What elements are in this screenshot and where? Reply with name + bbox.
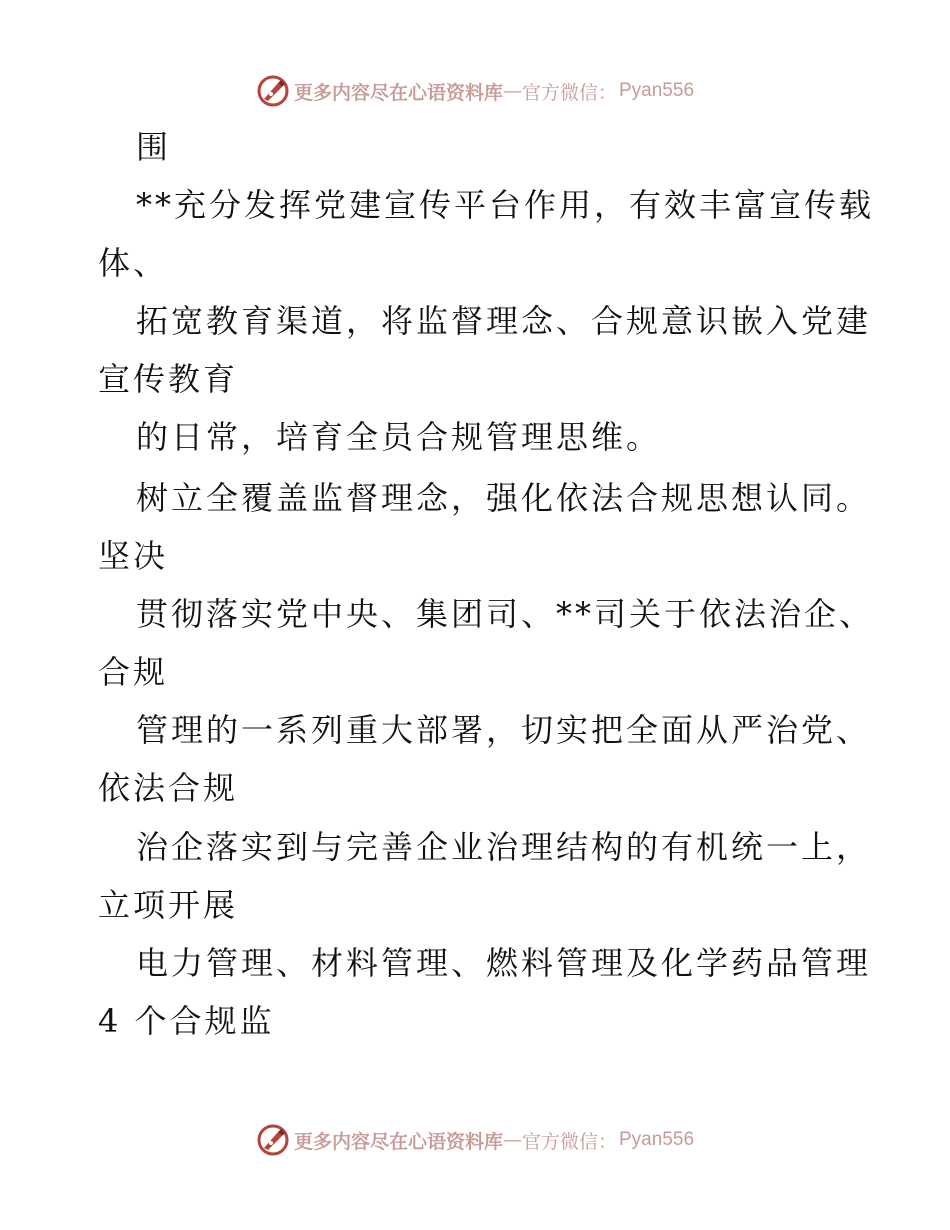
body-line: 坚决 bbox=[98, 537, 169, 575]
watermark-wechat-id: Pyan556 bbox=[619, 80, 695, 101]
body-line: 管理的一系列重大部署，切实把全面从严治党、 bbox=[136, 711, 872, 749]
body-line: 围 bbox=[136, 128, 172, 166]
body-line: 4 个合规监 bbox=[98, 1002, 275, 1040]
body-line: 的日常，培育全员合规管理思维。 bbox=[136, 418, 662, 456]
footer-watermark bbox=[0, 1120, 950, 1160]
watermark-site-text: 更多内容尽在心语资料库 bbox=[293, 81, 503, 104]
body-line: 依法合规 bbox=[98, 769, 239, 807]
watermark-wechat-id: Pyan556 bbox=[619, 1129, 695, 1150]
watermark-dash: — bbox=[502, 80, 522, 102]
body-line: 树立全覆盖监督理念，强化依法合规思想认同。 bbox=[136, 479, 872, 517]
watermark-wechat-label: 官方微信： bbox=[521, 1130, 617, 1153]
watermark-site-text: 更多内容尽在心语资料库 bbox=[293, 1130, 503, 1153]
watermark-wechat-label: 官方微信： bbox=[521, 81, 617, 104]
body-line: **充分发挥党建宣传平台作用，有效丰富宣传载 bbox=[136, 186, 875, 224]
body-line: 立项开展 bbox=[98, 886, 239, 924]
body-line: 贯彻落实党中央、集团司、**司关于依法治企、 bbox=[136, 595, 875, 633]
body-line: 电力管理、材料管理、燃料管理及化学药品管理 bbox=[136, 944, 872, 982]
body-line: 拓宽教育渠道，将监督理念、合规意识嵌入党建 bbox=[136, 302, 872, 340]
pen-nib-logo-icon bbox=[256, 1123, 290, 1157]
watermark-dash: — bbox=[502, 1129, 522, 1151]
body-line: 体、 bbox=[98, 244, 169, 282]
body-line: 治企落实到与完善企业治理结构的有机统一上， bbox=[136, 828, 872, 866]
body-line: 宣传教育 bbox=[98, 360, 239, 398]
body-line: 合规 bbox=[98, 653, 169, 691]
